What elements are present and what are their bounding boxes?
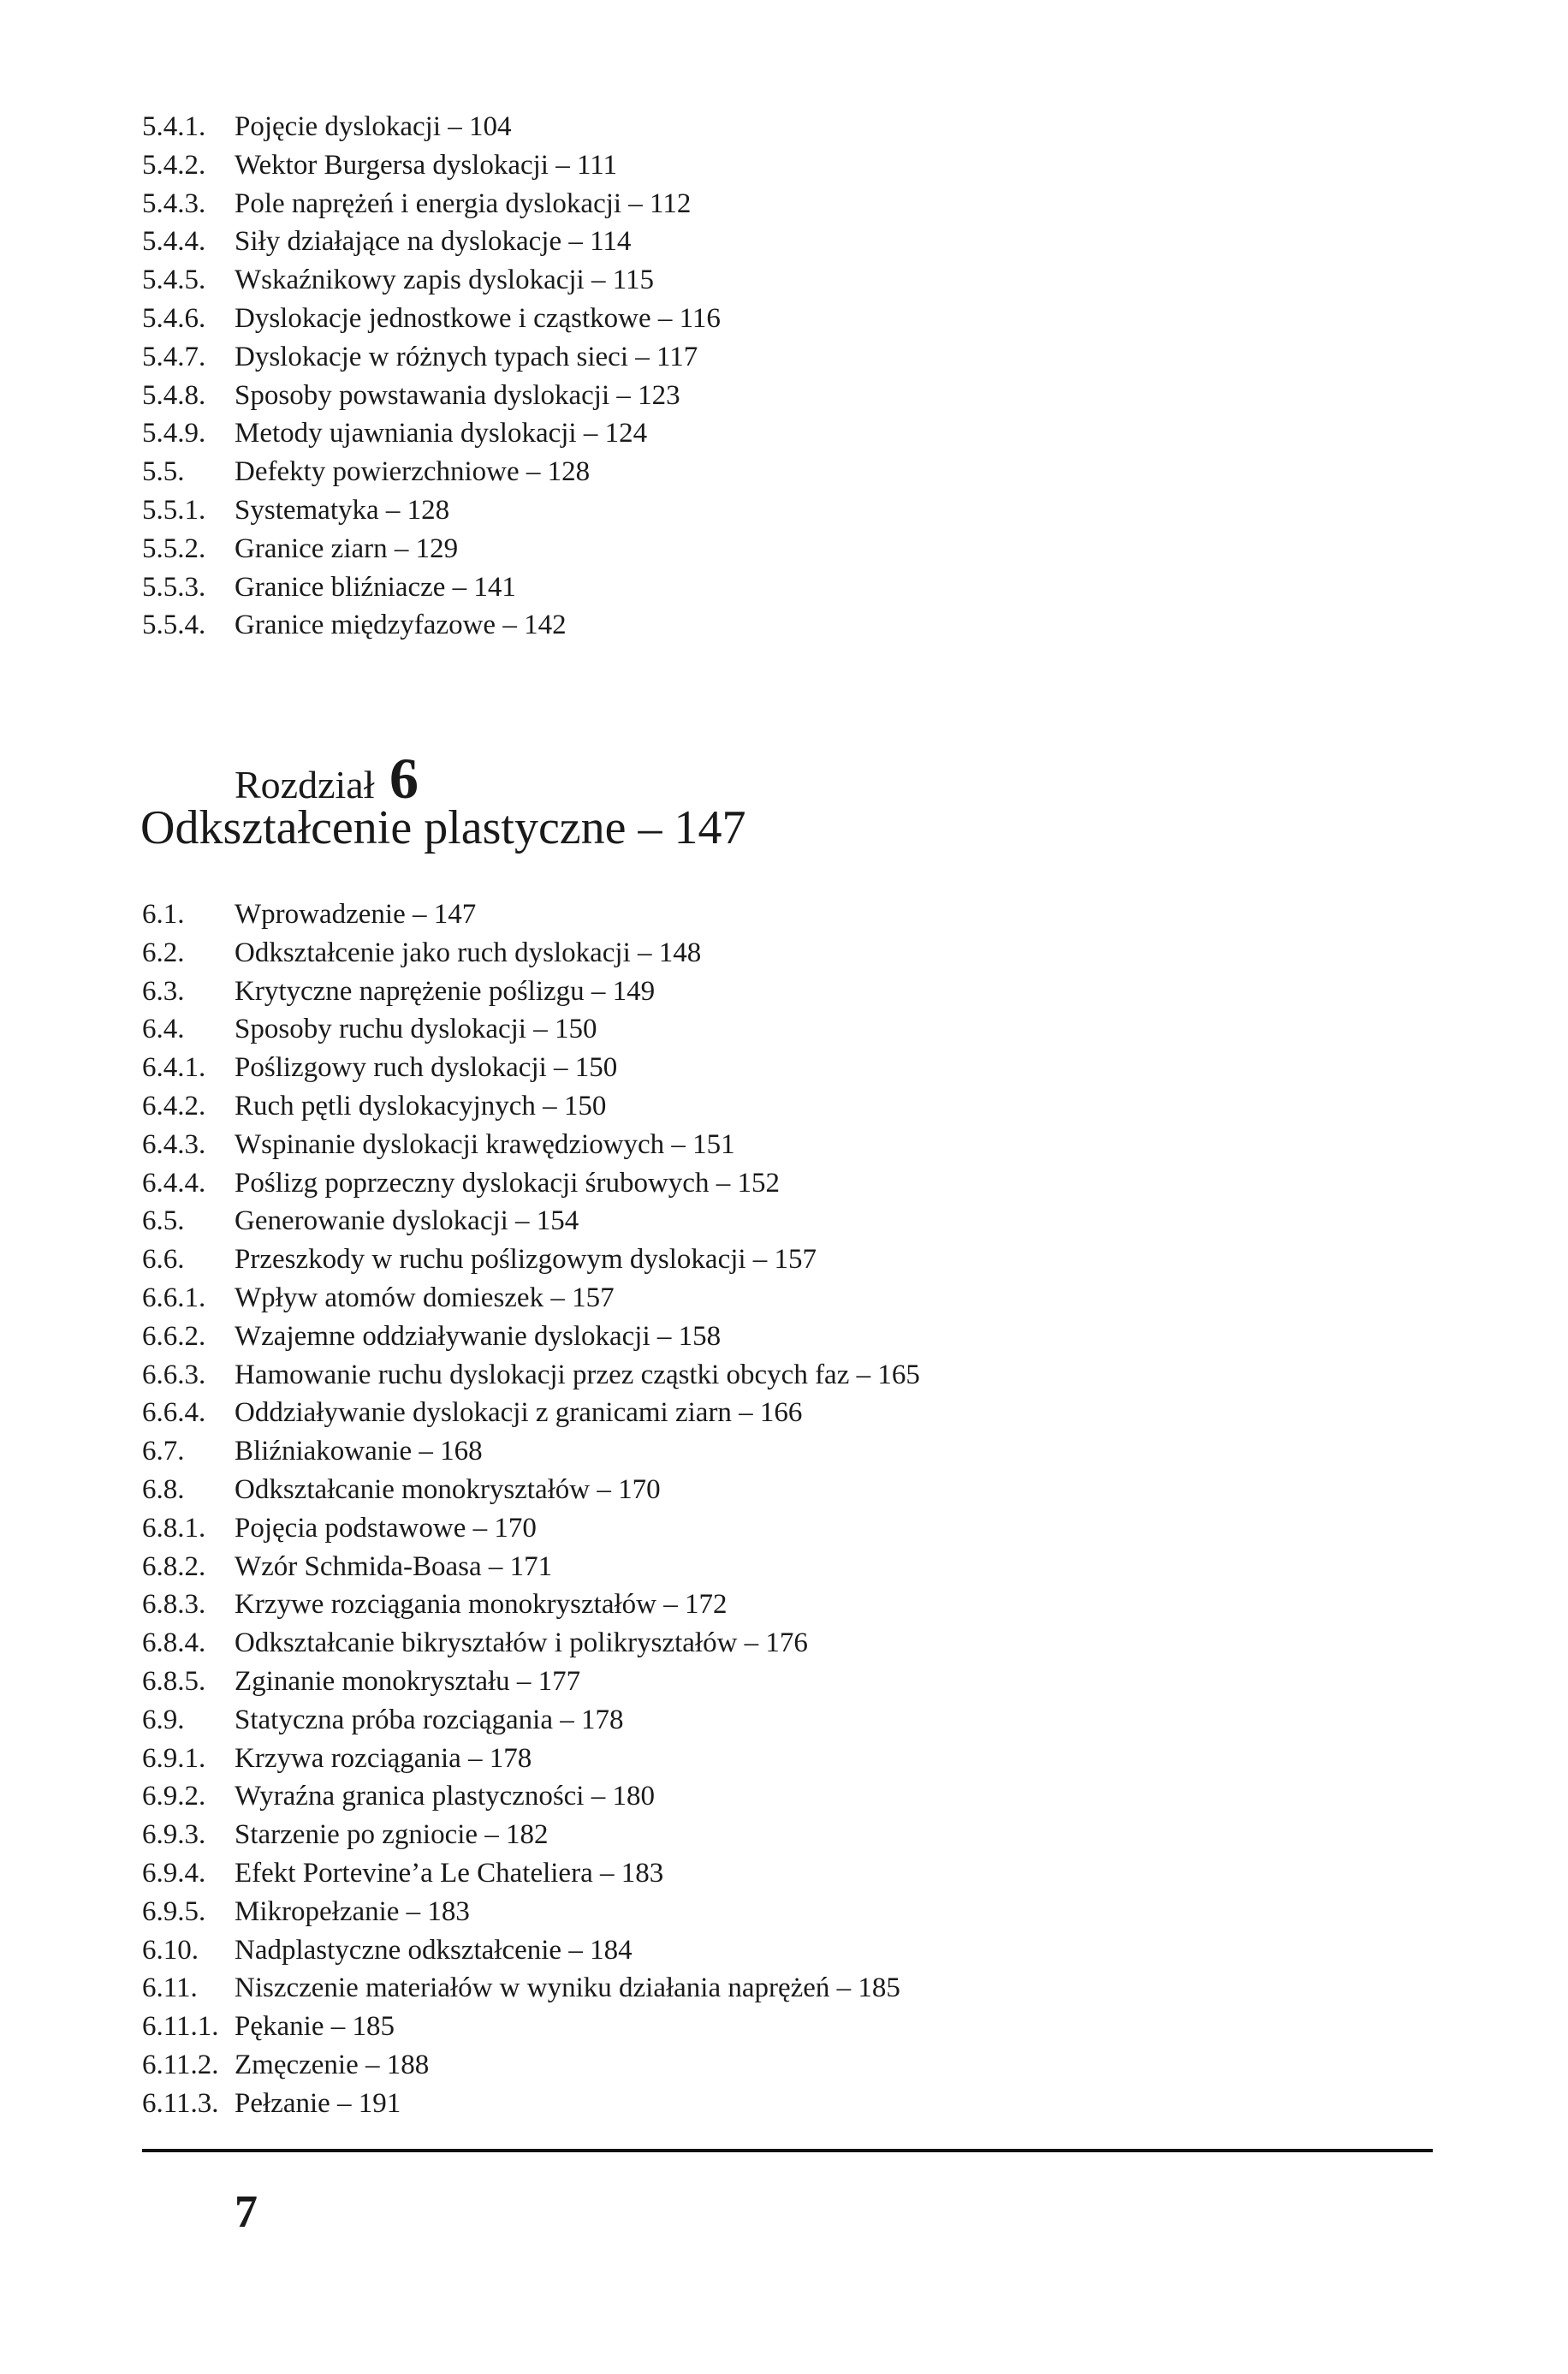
toc-entry-number: 6.8.1. — [142, 1512, 206, 1544]
toc-entry — [142, 530, 1477, 568]
toc-entry-number: 6.1. — [142, 899, 185, 930]
toc-entry-title: Sposoby ruchu dyslokacji – 150 — [235, 1014, 597, 1045]
toc-entry-title: Wskaźnikowy zapis dyslokacji – 115 — [235, 265, 655, 296]
toc-entry-number: 6.6. — [142, 1244, 185, 1276]
toc-entry — [142, 1241, 1477, 1279]
toc-entry-title: Krytyczne naprężenie poślizgu – 149 — [235, 975, 656, 1007]
toc-entry-title: Odkształcanie monokryształów – 170 — [235, 1473, 661, 1505]
toc-entry-number: 5.4.8. — [142, 379, 206, 411]
toc-entry-number: 6.6.2. — [142, 1320, 206, 1352]
toc-entry-title: Efekt Portevine’a Le Chateliera – 183 — [235, 1857, 664, 1889]
toc-entry-title: Mikropełzanie – 183 — [235, 1895, 470, 1927]
toc-entry-title: Wpływ atomów domieszek – 157 — [235, 1282, 615, 1313]
toc-entry-title: Wzajemne oddziaływanie dyslokacji – 158 — [235, 1320, 722, 1352]
toc-entry-number: 6.4.1. — [142, 1052, 206, 1084]
toc-entry — [142, 1471, 1477, 1509]
toc-entry-number: 6.8.5. — [142, 1665, 206, 1697]
toc-entry-title: Dyslokacje w różnych typach sieci – 117 — [235, 341, 698, 372]
toc-entry — [142, 1816, 1477, 1854]
toc-entry-number: 6.4.2. — [142, 1090, 206, 1122]
toc-entry-title: Pojęcie dyslokacji – 104 — [235, 111, 512, 142]
toc-entry — [142, 1854, 1477, 1893]
toc-entry — [142, 973, 1477, 1011]
page-number: 7 — [235, 2186, 258, 2237]
toc-entry — [142, 2008, 1477, 2046]
toc-entry-number: 6.10. — [142, 1934, 199, 1966]
toc-entry — [142, 1164, 1477, 1203]
toc-entry-title: Wyraźna granica plastyczności – 180 — [235, 1781, 655, 1812]
toc-entry — [142, 1318, 1477, 1356]
toc-entry-title: Hamowanie ruchu dyslokacji przez cząstki obcych faz – 165 — [235, 1359, 920, 1390]
toc-entry — [142, 1740, 1477, 1778]
toc-entry-title: Siły działające na dyslokacje – 114 — [235, 226, 632, 258]
toc-entry — [142, 1356, 1477, 1395]
toc-entry-title: Granice międzyfazowe – 142 — [235, 610, 567, 641]
toc-entry-number: 6.11.3. — [142, 2087, 219, 2119]
toc-entry-number: 6.6.3. — [142, 1359, 206, 1390]
toc-entry — [142, 606, 1477, 645]
toc-entry-number: 6.5. — [142, 1205, 185, 1237]
toc-entry — [142, 338, 1477, 377]
toc-entry — [142, 1624, 1477, 1663]
toc-entry — [142, 1126, 1477, 1164]
toc-entry — [142, 377, 1477, 415]
toc-entry-number: 6.6.1. — [142, 1282, 206, 1313]
toc-entry-number: 6.8.4. — [142, 1627, 206, 1659]
toc-entry-title: Statyczna próba rozciągania – 178 — [235, 1704, 624, 1735]
toc-entry-title: Wspinanie dyslokacji krawędziowych – 151 — [235, 1128, 735, 1160]
chapter-title: Odkształcenie plastyczne – 147 — [140, 801, 746, 854]
toc-entry-title: Dyslokacje jednostkowe i cząstkowe – 116 — [235, 302, 721, 334]
toc-entry — [142, 1432, 1477, 1471]
toc-entry — [142, 414, 1477, 453]
toc-entry-number: 5.4.9. — [142, 418, 206, 449]
toc-entry-number: 6.8.2. — [142, 1550, 206, 1582]
toc-entry — [142, 1663, 1477, 1701]
toc-entry-number: 6.8. — [142, 1473, 185, 1505]
toc-entry — [142, 1969, 1477, 2008]
toc-entry-title: Oddziaływanie dyslokacji z granicami ziarn – 166 — [235, 1397, 803, 1429]
toc-entry-number: 5.5.1. — [142, 494, 206, 526]
toc-entry-title: Bliźniakowanie – 168 — [235, 1436, 483, 1467]
toc-entry-number: 6.11.2. — [142, 2049, 219, 2080]
toc-entry-title: Wprowadzenie – 147 — [235, 899, 477, 930]
toc-entry-title: Odkształcanie bikryształów i polikryształów – 176 — [235, 1627, 808, 1659]
toc-entry-title: Granice bliźniacze – 141 — [235, 571, 516, 603]
toc-entry — [142, 1777, 1477, 1816]
toc-entry — [142, 1931, 1477, 1970]
toc-entry-number: 6.4.3. — [142, 1128, 206, 1160]
toc-entry — [142, 108, 1477, 146]
toc-entry-title: Poślizgowy ruch dyslokacji – 150 — [235, 1052, 618, 1084]
toc-entry-title: Metody ujawniania dyslokacji – 124 — [235, 418, 648, 449]
toc-entry — [142, 1586, 1477, 1624]
toc-entry — [142, 1394, 1477, 1432]
chapter-number: 6 — [389, 746, 419, 811]
toc-entry-title: Defekty powierzchniowe – 128 — [235, 456, 591, 488]
toc-entry-title: Wektor Burgersa dyslokacji – 111 — [235, 149, 618, 181]
toc-entry — [142, 1701, 1477, 1740]
toc-entry-title: Niszczenie materiałów w wyniku działania naprężeń – 185 — [235, 1972, 900, 2004]
toc-entry-number: 6.7. — [142, 1436, 185, 1467]
toc-entry — [142, 934, 1477, 973]
toc-entry — [142, 146, 1477, 185]
toc-entry — [142, 895, 1477, 934]
toc-entry-number: 6.9. — [142, 1704, 185, 1735]
toc-entry-title: Zginanie monokryształu – 177 — [235, 1665, 581, 1697]
toc-entry — [142, 223, 1477, 261]
toc-entry-title: Ruch pętli dyslokacyjnych – 150 — [235, 1090, 607, 1122]
toc-entry-number: 6.11.1. — [142, 2011, 219, 2043]
toc-entry — [142, 1049, 1477, 1087]
toc-entry-number: 5.4.3. — [142, 187, 206, 219]
toc-entry-number: 5.4.7. — [142, 341, 206, 372]
toc-entry — [142, 491, 1477, 530]
toc-entry — [142, 1202, 1477, 1241]
toc-entry-number: 5.5.4. — [142, 610, 206, 641]
toc-entry-number: 5.5. — [142, 456, 185, 488]
toc-entry-number: 5.4.4. — [142, 226, 206, 258]
toc-entry-number: 5.5.3. — [142, 571, 206, 603]
toc-entry-title: Systematyka – 128 — [235, 494, 450, 526]
toc-entry-title: Granice ziarn – 129 — [235, 533, 459, 564]
toc-section-6 — [142, 895, 1477, 2123]
toc-entry-title: Krzywa rozciągania – 178 — [235, 1742, 532, 1774]
toc-entry-number: 6.9.3. — [142, 1819, 206, 1851]
toc-entry-title: Poślizg poprzeczny dyslokacji śrubowych – 152 — [235, 1167, 780, 1199]
toc-entry-number: 6.9.4. — [142, 1857, 206, 1889]
toc-entry-title: Zmęczenie – 188 — [235, 2049, 430, 2080]
toc-entry-number: 6.9.2. — [142, 1781, 206, 1812]
toc-entry — [142, 2085, 1477, 2123]
toc-entry — [142, 185, 1477, 223]
toc-entry-title: Generowanie dyslokacji – 154 — [235, 1205, 579, 1237]
toc-entry-title: Sposoby powstawania dyslokacji – 123 — [235, 379, 680, 411]
toc-entry-number: 5.4.2. — [142, 149, 206, 181]
toc-entry-title: Pole naprężeń i energia dyslokacji – 112 — [235, 187, 692, 219]
toc-entry — [142, 1010, 1477, 1049]
toc-entry-title: Nadplastyczne odkształcenie – 184 — [235, 1934, 633, 1966]
toc-entry-number: 6.4. — [142, 1014, 185, 1045]
toc-entry — [142, 2046, 1477, 2085]
chapter-label: Rozdział — [235, 763, 375, 806]
toc-entry-number: 6.3. — [142, 975, 185, 1007]
toc-entry-number: 5.5.2. — [142, 533, 206, 564]
toc-entry-number: 5.4.6. — [142, 302, 206, 334]
toc-entry — [142, 300, 1477, 338]
toc-entry-title: Pękanie – 185 — [235, 2011, 395, 2043]
toc-entry-number: 6.6.4. — [142, 1397, 206, 1429]
toc-entry — [142, 1279, 1477, 1318]
toc-entry — [142, 1893, 1477, 1931]
toc-entry-title: Odkształcenie jako ruch dyslokacji – 148 — [235, 937, 702, 968]
toc-entry-title: Przeszkody w ruchu poślizgowym dyslokacji – 157 — [235, 1244, 817, 1276]
toc-entry-title: Pojęcia podstawowe – 170 — [235, 1512, 537, 1544]
toc-entry-title: Pełzanie – 191 — [235, 2087, 401, 2119]
toc-entry-number: 5.4.1. — [142, 111, 206, 142]
toc-entry-number: 6.4.4. — [142, 1167, 206, 1199]
footer-rule — [142, 2149, 1433, 2152]
toc-entry — [142, 261, 1477, 300]
toc-entry — [142, 1087, 1477, 1126]
toc-entry-number: 5.4.5. — [142, 265, 206, 296]
toc-entry — [142, 453, 1477, 491]
toc-entry-number: 6.11. — [142, 1972, 198, 2004]
toc-entry — [142, 568, 1477, 607]
toc-entry-number: 6.9.5. — [142, 1895, 206, 1927]
toc-entry-number: 6.2. — [142, 937, 185, 968]
toc-entry — [142, 1548, 1477, 1586]
toc-section-5 — [142, 108, 1477, 645]
toc-entry-number: 6.9.1. — [142, 1742, 206, 1774]
toc-entry-title: Krzywe rozciągania monokryształów – 172 — [235, 1589, 728, 1621]
toc-entry — [142, 1509, 1477, 1548]
toc-entry-title: Starzenie po zgniocie – 182 — [235, 1819, 549, 1851]
toc-entry-title: Wzór Schmida-Boasa – 171 — [235, 1550, 553, 1582]
toc-entry-number: 6.8.3. — [142, 1589, 206, 1621]
